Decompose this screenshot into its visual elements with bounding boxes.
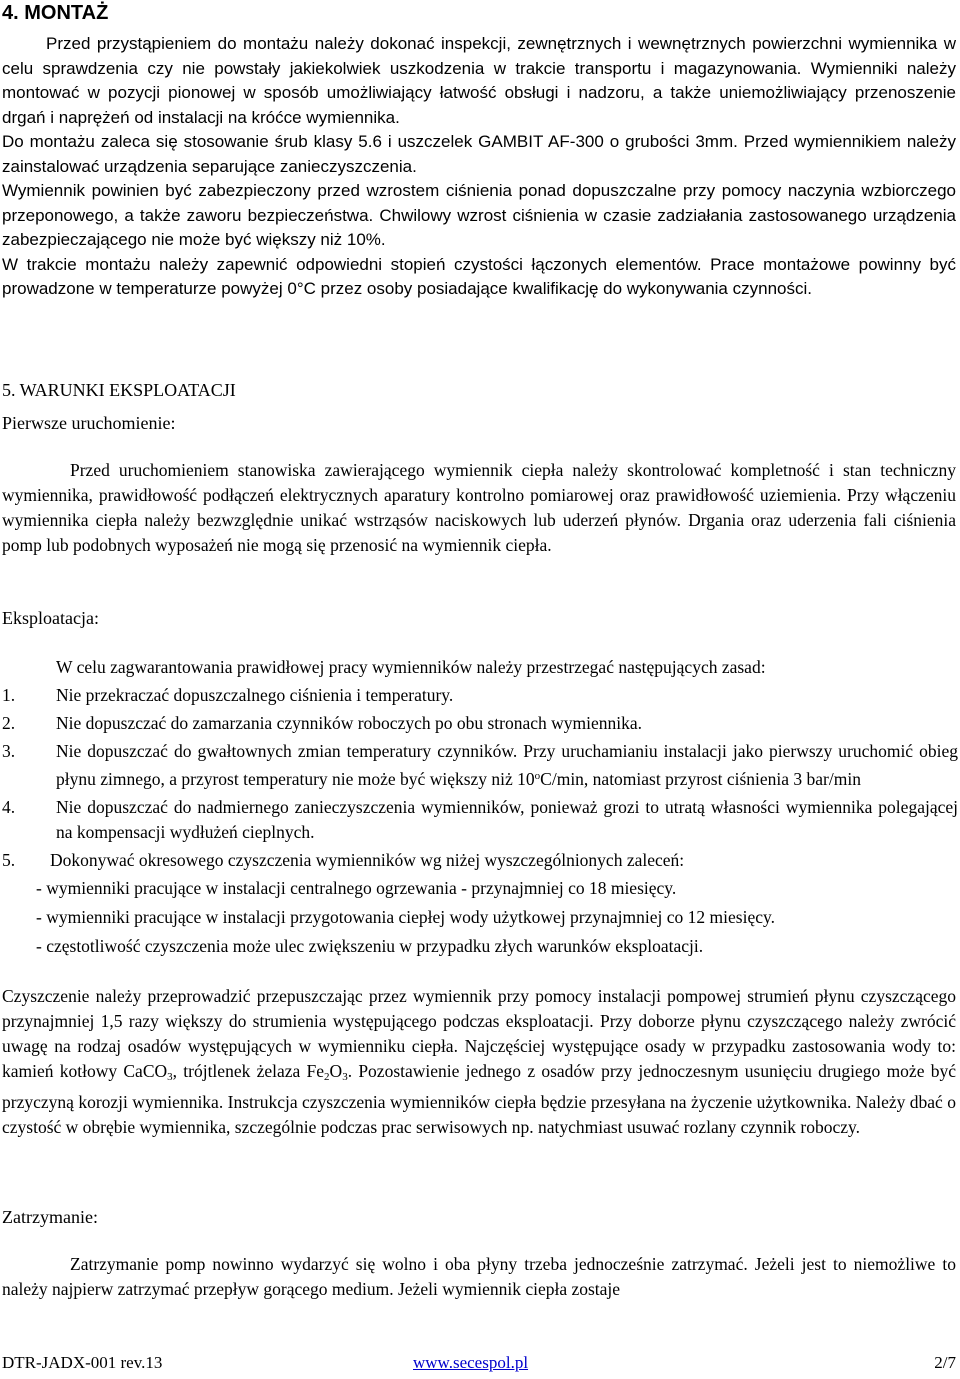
dash-item: - wymienniki pracujące w instalacji przygotowania ciepłej wody użytkowej przynajmniej co 12 miesięcy.: [36, 907, 775, 927]
degree-superscript: o: [534, 770, 541, 782]
section-4-body: [2, 32, 956, 302]
list-item-number: 5.: [2, 850, 16, 870]
list-item: [2, 739, 958, 792]
list-item-text: Nie dopuszczać do gwałtownych zmian temperatury czynników. Przy uruchamianiu instalacji jako pierwszy uruchomić obieg płynu zimnego, a przyrost temperatury nie może być większy niż 10: [56, 741, 958, 789]
list-item: [2, 848, 958, 959]
section-4-paragraph-4: W trakcie montażu należy zapewnić odpowiedni stopień czystości łączonych elementów. Prace montażowe powinny być prowadzone w temperaturze powyżej 0°C przez osoby posiadające kwalifikację do wykonywania czynności.: [2, 254, 956, 298]
dash-item: - częstotliwość czyszczenia może ulec zwiększeniu w przypadku złych warunków eksploatacji.: [36, 936, 704, 956]
section-5-heading: 5. WARUNKI EKSPLOATACJI: [2, 380, 236, 400]
list-item-number: 2.: [2, 713, 16, 733]
list-item: [2, 683, 958, 708]
dash-item: - wymienniki pracujące w instalacji centralnego ogrzewania - przynajmniej co 18 miesięcy.: [36, 878, 677, 898]
operation-intro: W celu zagwarantowania prawidłowej pracy wymienników należy przestrzegać następujących zasad:: [56, 657, 766, 677]
operation-heading: Eksploatacja:: [2, 608, 99, 628]
list-item: [2, 711, 958, 736]
list-item-number: 3.: [2, 741, 16, 761]
operation-rules-list: [2, 683, 958, 963]
page-number: 2/7: [934, 1353, 956, 1372]
cleaning-schedule-list: [36, 876, 958, 959]
first-start-heading: Pierwsze uruchomienie:: [2, 413, 176, 433]
website-link[interactable]: www.secespol.pl: [413, 1353, 529, 1372]
list-item-text: Dokonywać okresowego czyszczenia wymienników wg niżej wyszczególnionych zaleceń:: [50, 850, 685, 870]
cleaning-paragraph: [2, 984, 956, 1140]
section-4-paragraph-2: Do montażu zaleca się stosowanie śrub klasy 5.6 i uszczelek GAMBIT AF-300 o grubości 3mm. Przed wymiennikiem należy zainstalować urządzenia separujące zanieczyszczenia.: [2, 132, 956, 176]
list-item-text: Nie dopuszczać do nadmiernego zanieczyszczenia wymienników, ponieważ grozi to utratą własności wymiennika polegającej na kompensacji wydłużeń cieplnych.: [56, 797, 958, 842]
section-4-heading: 4. MONTAŻ: [2, 2, 109, 24]
section-4-paragraph-1: Przed przystąpieniem do montażu należy dokonać inspekcji, zewnętrznych i wewnętrznych powierzchni wymiennika w celu sprawdzenia czy nie powstały jakiekolwiek uszkodzenia w trakcie transportu i magazynowania. Wymienniki należy montować w pozycji pionowej w sposób umożliwiający łatwość obsługi i nadzoru, a także uniemożliwiający przenoszenie drgań i naprężeń od instalacji na króćce wymiennika.: [2, 34, 956, 127]
cleaning-text-d: . Pozostawienie jednego z osadów przy jednoczesnym usunięciu drugiego może być przyczyną korozji wymiennika. Instrukcja czyszczenia wymienników ciepła będzie przesyłana na życzenie użytkownika. Należy dbać o czystość w obrębie wymiennika, szczególnie podczas prac serwisowych np. natychmiast usuwać rozlany czynnik roboczy.: [2, 1061, 956, 1137]
stop-text: Zatrzymanie pomp nowinno wydarzyć się wolno i oba płyny trzeba jednocześnie zatrzymać. Jeżeli jest to niemożliwe to należy najpierw zatrzymać przepływ gorącego medium. Jeżeli wymiennik ciepła zostaje: [2, 1254, 956, 1299]
list-item-number: 4.: [2, 797, 16, 817]
first-start-text: Przed uruchomieniem stanowiska zawierającego wymiennik ciepła należy skontrolować kompletność i stan techniczny wymiennika, prawidłowość podłączeń elektrycznych aparatury kontrolno pomiarowej oraz prawidłowość uziemienia. Przy włączeniu wymiennika ciepła należy bezwzględnie unikać wstrząsów naciskowych lub uderzeń płynów. Drgania oraz uderzenia fali ciśnienia pomp lub podobnych wyposażeń nie mogą się przenosić na wymiennik ciepła.: [2, 460, 956, 555]
subscript: 2: [324, 1071, 330, 1083]
list-item: [2, 795, 958, 845]
cleaning-text-c: O: [329, 1061, 343, 1081]
document-id: DTR-JADX-001 rev.13: [2, 1353, 163, 1372]
list-item-text: Nie przekraczać dopuszczalnego ciśnienia i temperatury.: [56, 685, 454, 705]
list-item-number: 1.: [2, 685, 16, 705]
subscript: 3: [167, 1071, 173, 1083]
subscript: 3: [342, 1071, 348, 1083]
cleaning-text-b: , trójtlenek żelaza Fe: [172, 1061, 325, 1081]
list-item-text-continued: C/min, natomiast przyrost ciśnienia 3 bar/min: [540, 769, 861, 789]
list-item-text: Nie dopuszczać do zamarzania czynników roboczych po obu stronach wymiennika.: [56, 713, 643, 733]
section-4-paragraph-3: Wymiennik powinien być zabezpieczony przed wzrostem ciśnienia ponad dopuszczalne przy pomocy naczynia wzbiorczego przeponowego, a także zaworu bezpieczeństwa. Chwilowy wzrost ciśnienia w czasie zadziałania zastosowanego urządzenia zabezpieczającego nie może być większy niż 10%.: [2, 181, 956, 249]
cleaning-text-a: Czyszczenie należy przeprowadzić przepuszczając przez wymiennik przy pomocy instalacji pompowej strumień płynu czyszczącego przynajmniej 1,5 razy większy do strumienia występującego podczas eksploatacji. Przy doborze płynu czyszczącego należy zwrócić uwagę na rodzaj osadów występujących w wymienniku ciepła. Najczęściej występujące osady w przypadku zastosowania wody to: kamień kotłowy CaCO: [2, 986, 956, 1081]
stop-heading: Zatrzymanie:: [2, 1207, 98, 1227]
